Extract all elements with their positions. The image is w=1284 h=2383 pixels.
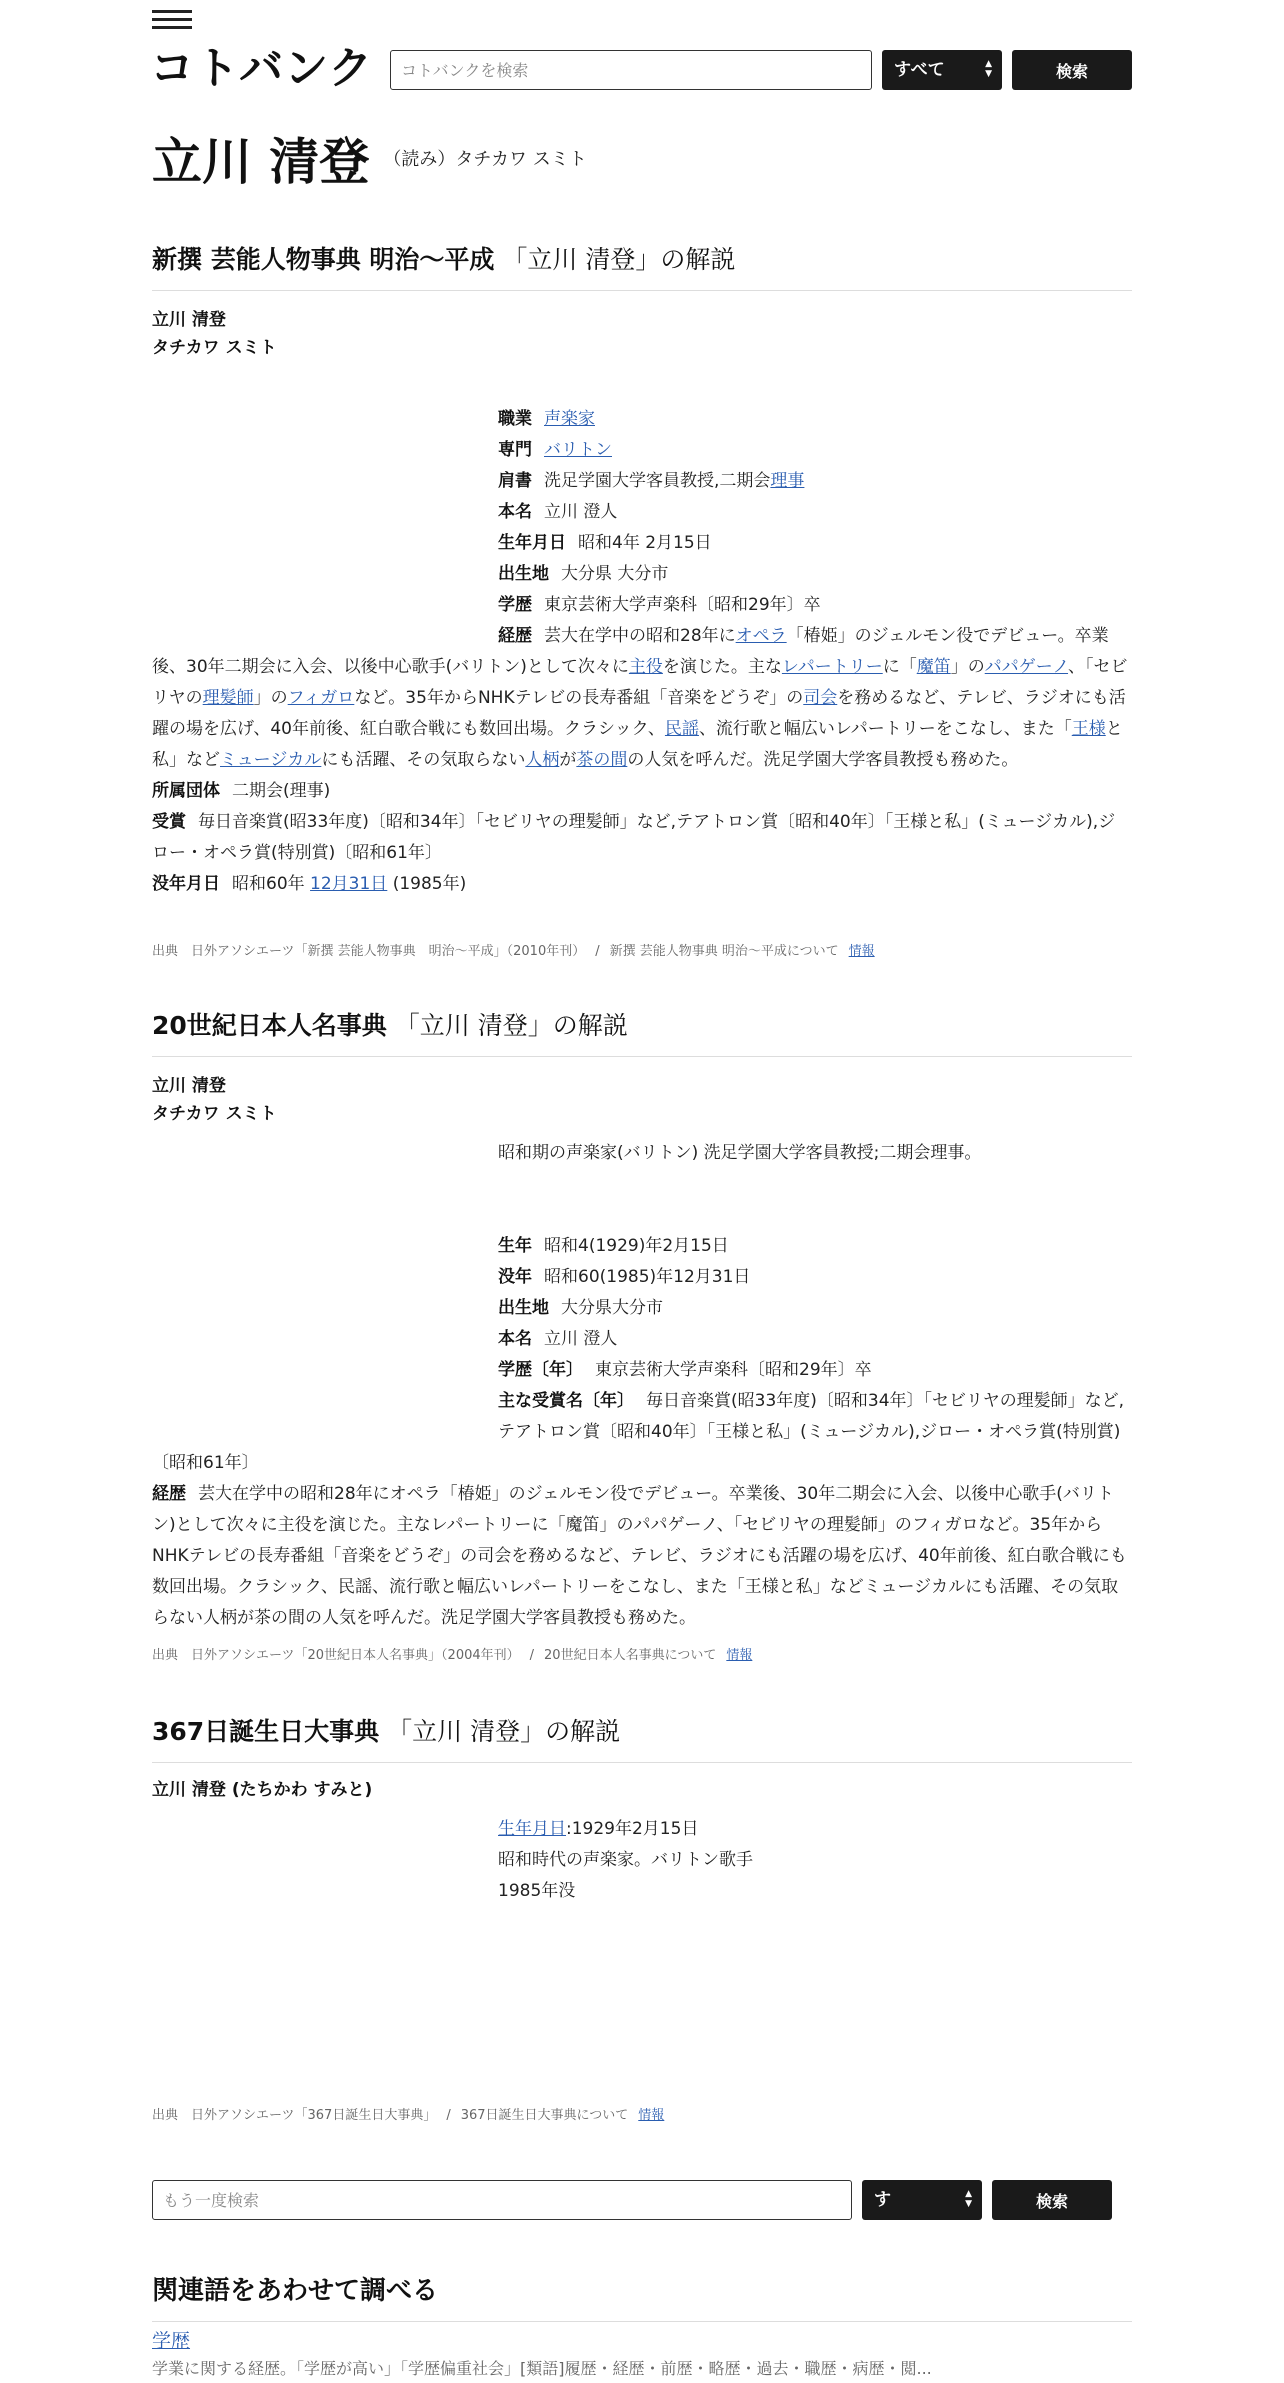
- link-opera[interactable]: オペラ: [735, 626, 787, 646]
- menu-icon[interactable]: [152, 10, 192, 32]
- source-text: 日外アソシエーツ「新撰 芸能人物事典 明治～平成」（2010年刊）: [191, 944, 586, 959]
- source-about: 新撰 芸能人物事典 明治～平成について: [609, 944, 839, 959]
- link-chanoma[interactable]: 茶の間: [576, 750, 628, 770]
- field-label: 生年月日: [498, 533, 566, 553]
- field-value: 大分県 大分市: [561, 564, 669, 584]
- link-repertory[interactable]: レパートリー: [781, 657, 883, 677]
- field-value: 昭和60(1985)年12月31日: [544, 1267, 751, 1287]
- career-text: に「: [882, 657, 917, 677]
- field-label: 主な受賞名〔年〕: [498, 1391, 634, 1411]
- field-label: 受賞: [152, 812, 186, 832]
- search-button[interactable]: 検索: [1012, 50, 1132, 90]
- field-label: 学歴: [498, 595, 532, 615]
- field-value: :1929年2月15日: [566, 1819, 699, 1839]
- field-label: 没年: [498, 1267, 532, 1287]
- source-line: [152, 940, 875, 959]
- source-about: 20世紀日本人名事典について: [544, 1648, 717, 1663]
- separator: /: [529, 1648, 535, 1663]
- link-papageno[interactable]: パパゲーノ: [984, 657, 1069, 677]
- source-text: 日外アソシエーツ「20世紀日本人名事典」（2004年刊）: [191, 1648, 520, 1663]
- field-value: 毎日音楽賞(昭33年度)〔昭和34年〕「セビリヤの理髪師」など,テアトロン賞〔昭和40年〕「王様と私」(ミュージカル),ジロー・オペラ賞(特別賞)〔昭和61年〕: [152, 812, 1116, 863]
- link-hitogara[interactable]: 人柄: [525, 750, 560, 770]
- entry-name: 立川 清登: [152, 1076, 226, 1096]
- source-label: 出典: [152, 2108, 179, 2123]
- link-figaro[interactable]: フィガロ: [287, 688, 355, 708]
- source-label: 出典: [152, 944, 179, 959]
- link-minyo[interactable]: 民謡: [664, 719, 699, 739]
- field-label: 生年: [498, 1236, 532, 1256]
- related-heading: 関連語をあわせて調べる: [152, 2270, 1132, 2322]
- category-select-bottom[interactable]: [862, 2180, 982, 2220]
- career-text: 芸大在学中の昭和28年に: [544, 626, 736, 646]
- link-birthday[interactable]: 生年月日: [498, 1819, 566, 1839]
- career-text: など。35年からNHKテレビの長寿番組「音楽をどうぞ」の: [354, 688, 804, 708]
- career-text: 」の: [950, 657, 985, 677]
- field-value: 昭和60年: [232, 874, 305, 894]
- link-riji[interactable]: 理事: [770, 471, 805, 491]
- link-osama[interactable]: 王様: [1071, 719, 1106, 739]
- link-musical[interactable]: ミュージカル: [220, 750, 322, 770]
- select-arrows-icon: ▲ ▼: [985, 59, 992, 79]
- source-label: 出典: [152, 1648, 179, 1663]
- career-text: と私」など: [152, 719, 1123, 770]
- section-heading-367: [152, 1712, 1132, 1763]
- source-info-link[interactable]: 情報: [848, 944, 875, 959]
- page-title: [152, 122, 587, 194]
- field-value: 東京芸術大学声楽科〔昭和29年〕卒: [595, 1360, 872, 1380]
- dictionary-name: 20世紀日本人名事典: [152, 1011, 387, 1040]
- category-select-value: すべて: [894, 60, 945, 80]
- link-mateki[interactable]: 魔笛: [916, 657, 951, 677]
- dictionary-name: 新撰 芸能人物事典 明治～平成: [152, 245, 495, 274]
- field-value: 芸大在学中の昭和28年にオペラ「椿姫」のジェルモン役でデビュー。卒業後、30年二期会に入会、以後中心歌手(バリトン)として次々に主役を演じた。主なレパートリーに「魔笛」のパパゲーノ、「セビリヤの理髪師」のフィガロなど。35年からNHKテレビの長寿番組「音楽をどうぞ」の司会を務めるなど、テレビ、ラジオにも活躍の場を広げ、40年前後、紅白歌合戦にも数回出場。クラシック、民謡、流行歌と幅広いレパートリーをこなし、また「王様と私」などミュージカルにも活躍、その気取らない人柄が茶の間の人気を呼んだ。洗足学園大学客員教授も務めた。: [152, 1484, 1127, 1628]
- heading-suffix: 「立川 清登」の解説: [394, 1011, 628, 1040]
- career-text: が: [559, 750, 577, 770]
- career-text: 、「セビリヤの: [152, 657, 1128, 708]
- entry-reading: （読み）タチカワ スミト: [383, 149, 587, 170]
- career-text: を演じた。主な: [662, 657, 782, 677]
- section-heading-geino: [152, 240, 1132, 291]
- link-seigakuka[interactable]: 声楽家: [544, 409, 595, 429]
- entry-name-block: [152, 306, 277, 362]
- entry-name-block: [152, 1072, 277, 1128]
- link-rihatsushi[interactable]: 理髪師: [202, 688, 254, 708]
- field-value: 立川 澄人: [544, 1329, 618, 1349]
- field-value: 毎日音楽賞(昭33年度)〔昭和34年〕「セビリヤの理髪師」など,テアトロン賞〔昭和40年〕「王様と私」(ミュージカル),ジロー・オペラ賞(特別賞)〔昭和61年〕: [152, 1391, 1125, 1473]
- field-label: 没年月日: [152, 874, 220, 894]
- field-value: 大分県大分市: [561, 1298, 663, 1318]
- section-heading-20c: [152, 1006, 1132, 1057]
- related-term-description: 学業に関する経歴。「学歴が高い」「学歴偏重社会」[類語]履歴・経歴・前歴・略歴・過去・職歴・病歴・閲...: [152, 2359, 932, 2378]
- source-line: [152, 1644, 752, 1663]
- field-label: 本名: [498, 502, 532, 522]
- entry-body-geino: [152, 404, 1132, 900]
- source-about: 367日誕生日大事典について: [460, 2108, 629, 2123]
- field-label: 肩書: [498, 471, 532, 491]
- career-text: 」の: [253, 688, 288, 708]
- heading-suffix: 「立川 清登」の解説: [387, 1717, 621, 1746]
- entry-kana: タチカワ スミト: [152, 1104, 277, 1124]
- category-select[interactable]: [882, 50, 1002, 90]
- field-value: 洗足学園大学客員教授,二期会: [544, 471, 771, 491]
- field-value: 昭和4(1929)年2月15日: [544, 1236, 729, 1256]
- field-label: 出生地: [498, 564, 549, 584]
- link-shuyaku[interactable]: 主役: [628, 657, 663, 677]
- separator: /: [446, 2108, 451, 2123]
- career-text: にも活躍、その気取らない: [321, 750, 526, 770]
- link-shikai[interactable]: 司会: [803, 688, 838, 708]
- heading-suffix: 「立川 清登」の解説: [502, 245, 736, 274]
- field-label: 専門: [498, 440, 532, 460]
- entry-name: 立川 清登 (たちかわ すみと): [152, 1780, 373, 1800]
- source-text: 日外アソシエーツ「367日誕生日大事典」: [191, 2108, 437, 2123]
- site-logo[interactable]: コトバンク: [150, 43, 374, 94]
- dictionary-name: 367日誕生日大事典: [152, 1717, 380, 1746]
- field-label: 学歴〔年〕: [498, 1360, 583, 1380]
- category-select-value: す: [874, 2190, 891, 2210]
- source-info-link[interactable]: 情報: [638, 2108, 665, 2123]
- field-label: 経歴: [152, 1484, 186, 1504]
- link-bariton[interactable]: バリトン: [544, 440, 612, 460]
- field-label: 職業: [498, 409, 532, 429]
- separator: /: [595, 944, 600, 959]
- field-label: 経歴: [498, 626, 532, 646]
- search-input[interactable]: [390, 50, 872, 90]
- entry-summary: 昭和期の声楽家(バリトン) 洗足学園大学客員教授;二期会理事。: [498, 1143, 982, 1163]
- entry-kana: タチカワ スミト: [152, 338, 277, 358]
- career-text: 「椿姫」のジェルモン役でデビュー。卒業後、30年二期会に入会、以後中心歌手(バリトン)として次々に: [152, 626, 1109, 677]
- field-label: 出生地: [498, 1298, 549, 1318]
- field-value: 昭和4年 2月15日: [578, 533, 712, 553]
- select-arrows-icon: ▲ ▼: [965, 2189, 972, 2209]
- career-text: 、流行歌と幅広いレパートリーをこなし、また「: [698, 719, 1072, 739]
- field-value: 東京芸術大学声楽科〔昭和29年〕卒: [544, 595, 821, 615]
- entry-body-367: [152, 1814, 1132, 1914]
- field-value: 立川 澄人: [544, 502, 618, 522]
- search-again-input[interactable]: [152, 2180, 852, 2220]
- entry-description: 昭和時代の声楽家。バリトン歌手: [498, 1850, 753, 1870]
- source-line: [152, 2104, 664, 2123]
- field-label: 本名: [498, 1329, 532, 1349]
- career-text: の人気を呼んだ。洗足学園大学客員教授も務めた。: [627, 750, 1019, 770]
- entry-body-20c: [152, 1138, 1132, 1634]
- source-info-link[interactable]: 情報: [726, 1648, 753, 1663]
- field-value: (1985年): [392, 874, 467, 894]
- link-date[interactable]: 12月31日: [310, 874, 388, 894]
- field-value: 二期会(理事): [232, 781, 331, 801]
- entry-name: 立川 清登: [152, 310, 226, 330]
- career-text: を務めるなど、テレビ、ラジオにも活躍の場を広げ、40年前後、紅白歌合戦にも数回出場。クラシック、: [152, 688, 1126, 739]
- field-label: 所属団体: [152, 781, 220, 801]
- entry-title: 立川 清登: [152, 133, 370, 191]
- search-again-button[interactable]: 検索: [992, 2180, 1112, 2220]
- related-term-link[interactable]: 学歴: [152, 2330, 191, 2352]
- entry-death-year: 1985年没: [498, 1881, 576, 1901]
